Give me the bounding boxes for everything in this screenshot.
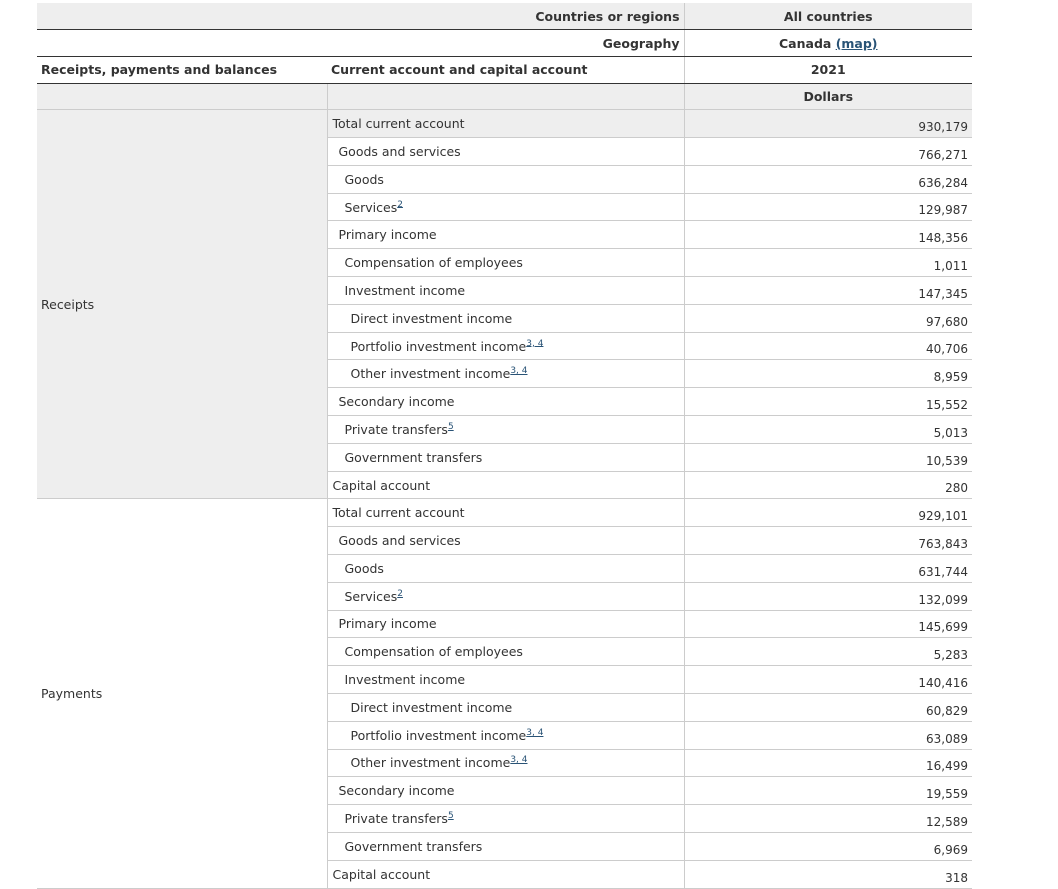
row-value: 636,284 xyxy=(684,165,972,193)
row-label-cell xyxy=(327,721,684,749)
row-label-cell xyxy=(327,555,684,583)
countries-label: Countries or regions xyxy=(37,3,684,30)
row-label-cell xyxy=(327,138,684,166)
row-label-cell xyxy=(327,332,684,360)
geography-label: Geography xyxy=(37,30,684,57)
row-label-cell xyxy=(327,471,684,499)
group-label-payments: Payments xyxy=(37,499,327,888)
countries-value: All countries xyxy=(684,3,972,30)
row-value: 97,680 xyxy=(684,304,972,332)
header-row-geography xyxy=(37,30,972,57)
row-value: 631,744 xyxy=(684,555,972,583)
row-label: Investment income xyxy=(344,282,466,298)
geography-value: Canada xyxy=(779,35,832,51)
footnote-link[interactable]: 3, 4 xyxy=(526,727,544,738)
row-label-cell xyxy=(327,527,684,555)
header-row-unit xyxy=(37,83,972,110)
row-label: Goods xyxy=(344,560,384,576)
row-label: Compensation of employees xyxy=(344,255,523,271)
row-label: Compensation of employees xyxy=(344,644,523,660)
row-label-cell xyxy=(327,360,684,388)
row-value: 145,699 xyxy=(684,610,972,638)
row-value: 147,345 xyxy=(684,277,972,305)
row-value: 19,559 xyxy=(684,777,972,805)
row-label: Government transfers xyxy=(344,838,483,854)
row-value: 148,356 xyxy=(684,221,972,249)
row-value: 8,959 xyxy=(684,360,972,388)
col1-header: Receipts, payments and balances xyxy=(37,56,327,83)
row-value: 10,539 xyxy=(684,443,972,471)
row-label-cell xyxy=(327,165,684,193)
row-label-cell xyxy=(327,388,684,416)
row-label: Secondary income xyxy=(338,394,455,410)
row-label: Capital account xyxy=(332,866,431,882)
row-label: Secondary income xyxy=(338,783,455,799)
row-value: 15,552 xyxy=(684,388,972,416)
row-label: Direct investment income xyxy=(350,699,513,715)
row-label: Goods and services xyxy=(338,143,461,159)
footnote-link[interactable]: 3, 4 xyxy=(510,755,528,766)
row-label-cell xyxy=(327,443,684,471)
row-label: Total current account xyxy=(332,116,465,132)
group-label-receipts: Receipts xyxy=(37,110,327,499)
geography-value-cell xyxy=(684,30,972,57)
row-value: 6,969 xyxy=(684,832,972,860)
row-label: Portfolio investment income xyxy=(350,338,527,354)
row-value: 12,589 xyxy=(684,805,972,833)
row-label-cell xyxy=(327,638,684,666)
row-label-cell xyxy=(327,749,684,777)
row-label: Direct investment income xyxy=(350,310,513,326)
row-value: 766,271 xyxy=(684,138,972,166)
row-label-cell xyxy=(327,666,684,694)
row-label-cell xyxy=(327,832,684,860)
map-link[interactable]: (map) xyxy=(835,35,878,51)
unit-header: Dollars xyxy=(684,83,972,110)
row-value: 763,843 xyxy=(684,527,972,555)
data-table xyxy=(37,3,972,889)
year-header: 2021 xyxy=(684,56,972,83)
footnote-link[interactable]: 2 xyxy=(397,199,403,210)
row-label: Goods xyxy=(344,171,384,187)
row-label-cell xyxy=(327,304,684,332)
row-label: Government transfers xyxy=(344,449,483,465)
row-value: 132,099 xyxy=(684,582,972,610)
row-label: Other investment income xyxy=(350,755,511,771)
footnote-link[interactable]: 5 xyxy=(447,810,454,821)
footnote-link[interactable]: 3, 4 xyxy=(526,338,544,349)
row-label-cell xyxy=(327,860,684,888)
footnote-link[interactable]: 3, 4 xyxy=(510,366,528,377)
row-label-cell xyxy=(327,693,684,721)
row-label: Private transfers xyxy=(344,811,448,827)
row-label-cell xyxy=(327,277,684,305)
row-label-cell xyxy=(327,416,684,444)
table-body xyxy=(37,110,972,888)
row-value: 280 xyxy=(684,471,972,499)
row-value: 5,283 xyxy=(684,638,972,666)
row-value: 16,499 xyxy=(684,749,972,777)
row-value: 129,987 xyxy=(684,193,972,221)
footnote-link[interactable]: 2 xyxy=(397,588,403,599)
header-row-countries xyxy=(37,3,972,30)
row-value: 63,089 xyxy=(684,721,972,749)
row-label-cell xyxy=(327,582,684,610)
row-label-cell xyxy=(327,777,684,805)
row-label: Capital account xyxy=(332,477,431,493)
row-label-cell xyxy=(327,221,684,249)
row-label: Portfolio investment income xyxy=(350,727,527,743)
row-value: 5,013 xyxy=(684,416,972,444)
row-value: 140,416 xyxy=(684,666,972,694)
row-label: Services xyxy=(344,588,398,604)
footnote-link[interactable]: 5 xyxy=(447,421,454,432)
table-row xyxy=(37,499,972,527)
row-value: 1,011 xyxy=(684,249,972,277)
row-label: Private transfers xyxy=(344,421,448,437)
row-label: Services xyxy=(344,199,398,215)
row-label-cell xyxy=(327,193,684,221)
row-value: 60,829 xyxy=(684,693,972,721)
row-value: 318 xyxy=(684,860,972,888)
row-label: Total current account xyxy=(332,505,465,521)
row-label: Primary income xyxy=(338,227,437,243)
row-label: Primary income xyxy=(338,616,437,632)
row-value: 929,101 xyxy=(684,499,972,527)
row-label: Other investment income xyxy=(350,366,511,382)
table-row xyxy=(37,110,972,138)
row-label-cell xyxy=(327,610,684,638)
header-row-columns xyxy=(37,56,972,83)
col2-header: Current account and capital account xyxy=(327,56,684,83)
row-label-cell xyxy=(327,499,684,527)
row-label: Investment income xyxy=(344,672,466,688)
row-label-cell xyxy=(327,110,684,138)
row-label-cell xyxy=(327,805,684,833)
row-label: Goods and services xyxy=(338,533,461,549)
row-value: 930,179 xyxy=(684,110,972,138)
row-label-cell xyxy=(327,249,684,277)
row-value: 40,706 xyxy=(684,332,972,360)
